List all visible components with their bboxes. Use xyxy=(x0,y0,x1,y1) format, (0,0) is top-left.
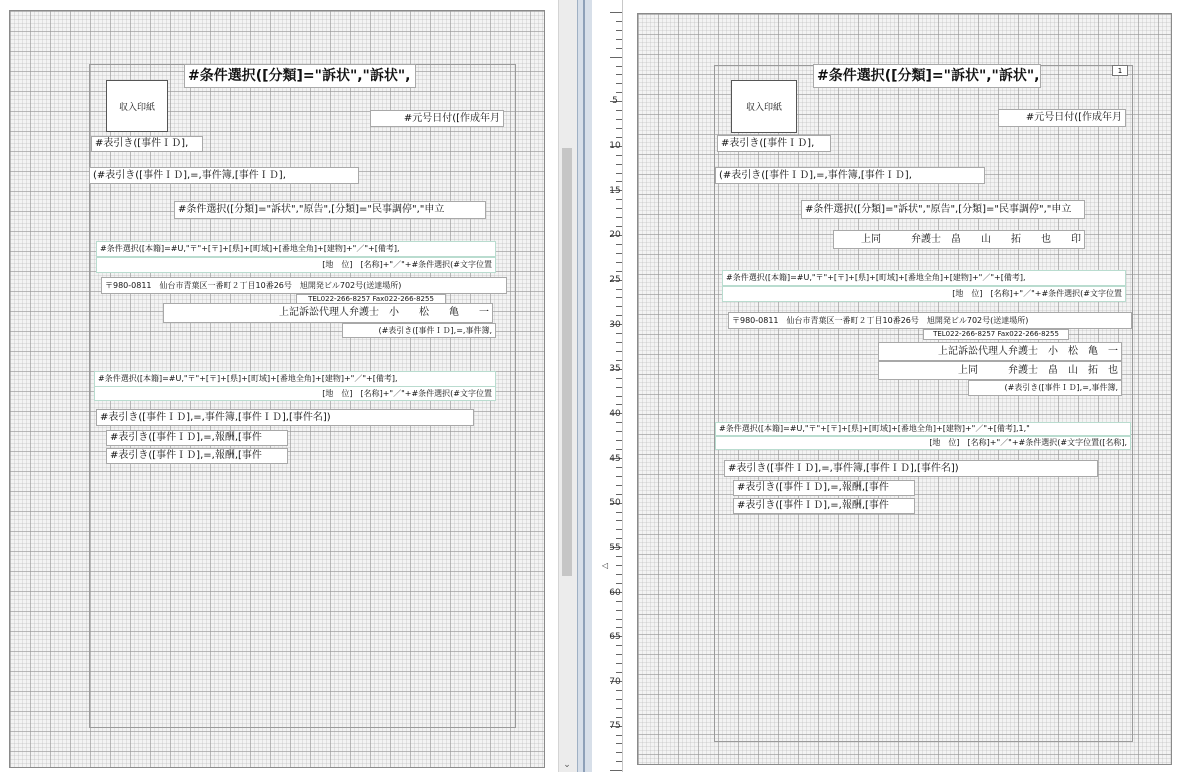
ruler-tick xyxy=(616,699,622,700)
ruler-tick xyxy=(616,342,622,343)
ruler-tick xyxy=(616,155,622,156)
ruler-tick xyxy=(616,743,622,744)
ruler-tick xyxy=(616,226,622,227)
ruler-number: 15 xyxy=(609,186,621,196)
ruler-tick xyxy=(616,378,622,379)
splitter-line xyxy=(583,0,585,772)
ruler-tick xyxy=(616,360,622,361)
left-case-name-field[interactable]: #表引き([事件ＩＤ],=,事件簿,[事件ＩＤ],[事件名]) xyxy=(96,409,474,426)
left-title-field[interactable]: #条件選択([分類]="訴状","訴状", xyxy=(184,64,416,88)
ruler-tick xyxy=(616,289,622,290)
ruler-number: 30 xyxy=(609,320,621,330)
ruler-tick xyxy=(610,770,622,771)
right-attorney-field[interactable]: 上記訴訟代理人弁護士 小 松 亀 一 xyxy=(878,342,1122,361)
vertical-ruler xyxy=(592,0,623,772)
ruler-number: 20 xyxy=(609,230,621,240)
right-fee-field-2[interactable]: #表引き([事件ＩＤ],=,報酬,[事件 xyxy=(733,498,915,514)
right-condition-field[interactable]: #条件選択([分類]="訴状","原告",[分類]="民事調停","申立 xyxy=(801,200,1085,219)
right-address-field-2a[interactable]: #条件選択([本籍]=#U,"〒"+[〒]+[県]+[町域]+[番地全角]+[建物]+"／"+[備考],1," xyxy=(715,422,1131,436)
ruler-tick xyxy=(616,601,622,602)
ruler-tick xyxy=(616,315,622,316)
ruler-tick xyxy=(616,520,622,521)
ruler-tick xyxy=(616,110,622,111)
left-fee-field-2[interactable]: #表引き([事件ＩＤ],=,報酬,[事件 xyxy=(106,448,288,464)
left-address-field-2b[interactable]: [地 位] [名称]+"／"+#条件選択(#文字位置 xyxy=(94,386,496,401)
ruler-tick xyxy=(616,137,622,138)
ruler-tick xyxy=(616,173,622,174)
ruler-tick xyxy=(616,610,622,611)
ruler-tick xyxy=(616,735,622,736)
ruler-tick xyxy=(616,717,622,718)
ruler-tick xyxy=(616,39,622,40)
left-date-field[interactable]: #元号日付([作成年月 xyxy=(370,110,504,127)
right-tel-fax-field[interactable]: TEL022-266-8257 Fax022-266-8255 xyxy=(923,329,1069,340)
ruler-tick xyxy=(616,583,622,584)
ruler-tick xyxy=(616,512,622,513)
ruler-tick xyxy=(616,467,622,468)
right-case-id-field[interactable]: #表引き([事件ＩＤ], xyxy=(717,135,831,152)
ruler-tick xyxy=(616,529,622,530)
ruler-tick xyxy=(616,645,622,646)
ruler-tick xyxy=(616,333,622,334)
left-design-pane[interactable] xyxy=(0,0,558,772)
right-address-field-1b[interactable]: [地 位] [名称]+"／"+#条件選択(#文字位置 xyxy=(722,286,1126,302)
ruler-tick xyxy=(616,351,622,352)
right-case-name-field[interactable]: #表引き([事件ＩＤ],=,事件簿,[事件ＩＤ],[事件名]) xyxy=(724,460,1098,477)
ruler-number: 65 xyxy=(609,632,621,642)
ruler-tick xyxy=(616,565,622,566)
ruler-tick xyxy=(616,30,622,31)
ruler-tick xyxy=(616,672,622,673)
ruler-tick xyxy=(610,12,622,13)
ruler-tick xyxy=(616,440,622,441)
ruler-number: 55 xyxy=(609,543,621,553)
ruler-tick xyxy=(616,217,622,218)
ruler-tick xyxy=(616,83,622,84)
ruler-number: 75 xyxy=(609,721,621,731)
right-office-address-field[interactable]: 〒980-0811 仙台市青葉区一番町２丁目10番26号 旭開発ビル702号(送達場所) xyxy=(728,312,1132,329)
ruler-tick xyxy=(616,66,622,67)
ruler-tick xyxy=(616,92,622,93)
ruler-tick xyxy=(616,21,622,22)
left-address-field-2a[interactable]: #条件選択([本籍]=#U,"〒"+[〒]+[県]+[町域]+[番地全角]+[建物]+"／"+[備考], xyxy=(94,371,496,387)
ruler-tick xyxy=(616,431,622,432)
ruler-tick xyxy=(616,538,622,539)
left-condition-field[interactable]: #条件選択([分類]="訴状","原告",[分類]="民事調停","申立 xyxy=(174,201,486,219)
right-title-field[interactable]: #条件選択([分類]="訴状","訴状", xyxy=(813,64,1041,88)
right-address-field-2b[interactable]: [地 位] [名称]+"／"+#条件選択(#文字位置([名称], xyxy=(715,436,1131,450)
ruler-position-marker-icon: ◁ xyxy=(602,561,609,570)
ruler-number: 50 xyxy=(609,498,621,508)
ruler-tick xyxy=(616,690,622,691)
left-attorney-field[interactable]: 上記訴訟代理人弁護士 小 松 亀 一 xyxy=(163,303,493,323)
right-colleague-stamp-field[interactable]: 上同 弁護士 畠 山 拓 也 印 xyxy=(833,230,1085,249)
left-scrollbar-thumb[interactable] xyxy=(562,148,572,576)
left-reference-field[interactable]: (#表引き([事件ＩＤ],=,事件簿, xyxy=(342,323,496,338)
ruler-tick xyxy=(616,396,622,397)
ruler-tick xyxy=(616,387,622,388)
right-case-book-field[interactable]: (#表引き([事件ＩＤ],=,事件簿,[事件ＩＤ], xyxy=(715,167,985,184)
right-revenue-stamp-box[interactable]: 収入印紙 xyxy=(731,80,797,133)
ruler-number: 45 xyxy=(609,454,621,464)
pane-splitter[interactable] xyxy=(577,0,593,772)
ruler-tick xyxy=(616,297,622,298)
left-address-field-1b[interactable]: [地 位] [名称]+"／"+#条件選択(#文字位置 xyxy=(96,257,496,273)
ruler-number: 60 xyxy=(609,588,621,598)
ruler-tick xyxy=(616,74,622,75)
ruler-tick xyxy=(616,574,622,575)
right-preview-pane[interactable] xyxy=(623,0,1200,772)
ruler-tick xyxy=(616,262,622,263)
ruler-tick xyxy=(616,627,622,628)
ruler-tick xyxy=(610,57,622,58)
right-attorney-field-2[interactable]: 上同 弁護士 畠 山 拓 也 xyxy=(878,361,1122,380)
ruler-tick xyxy=(616,48,622,49)
ruler-tick xyxy=(616,619,622,620)
right-date-field[interactable]: #元号日付([作成年月 xyxy=(998,109,1126,127)
ruler-tick xyxy=(616,761,622,762)
page-number-badge: 1 xyxy=(1112,65,1128,76)
ruler-number: 5 xyxy=(612,96,618,106)
left-case-id-field[interactable]: #表引き([事件ＩＤ], xyxy=(91,136,203,152)
ruler-tick xyxy=(616,556,622,557)
ruler-tick xyxy=(616,128,622,129)
ruler-tick xyxy=(616,663,622,664)
left-tel-fax-field[interactable]: TEL022-266-8257 Fax022-266-8255 xyxy=(296,294,446,304)
ruler-number: 70 xyxy=(609,677,621,687)
scroll-down-icon[interactable]: ⌄ xyxy=(563,760,571,770)
ruler-tick xyxy=(616,494,622,495)
ruler-tick xyxy=(616,306,622,307)
ruler-tick xyxy=(616,422,622,423)
ruler-tick xyxy=(616,199,622,200)
ruler-tick xyxy=(616,708,622,709)
left-revenue-stamp-box[interactable]: 収入印紙 xyxy=(106,80,168,132)
left-case-book-field[interactable]: (#表引き([事件ＩＤ],=,事件簿,[事件ＩＤ], xyxy=(89,167,359,184)
ruler-tick xyxy=(616,271,622,272)
ruler-tick xyxy=(616,404,622,405)
ruler-tick xyxy=(616,654,622,655)
ruler-number: 40 xyxy=(609,409,621,419)
ruler-tick xyxy=(616,208,622,209)
left-office-address-field[interactable]: 〒980-0811 仙台市青葉区一番町２丁目10番26号 旭開発ビル702号(送達場所) xyxy=(101,277,507,294)
ruler-number: 10 xyxy=(609,141,621,151)
left-fee-field-1[interactable]: #表引き([事件ＩＤ],=,報酬,[事件 xyxy=(106,430,288,446)
ruler-tick xyxy=(616,752,622,753)
ruler-tick xyxy=(616,485,622,486)
ruler-tick xyxy=(616,244,622,245)
right-address-field-1a[interactable]: #条件選択([本籍]=#U,"〒"+[〒]+[県]+[町域]+[番地全角]+[建物]+"／"+[備考], xyxy=(722,270,1126,286)
right-fee-field-1[interactable]: #表引き([事件ＩＤ],=,報酬,[事件 xyxy=(733,480,915,496)
ruler-number: 25 xyxy=(609,275,621,285)
ruler-tick xyxy=(616,449,622,450)
ruler-tick xyxy=(616,476,622,477)
ruler-tick xyxy=(616,119,622,120)
ruler-tick xyxy=(616,164,622,165)
left-address-field-1a[interactable]: #条件選択([本籍]=#U,"〒"+[〒]+[県]+[町域]+[番地全角]+[建物]+"／"+[備考], xyxy=(96,241,496,257)
right-reference-field[interactable]: (#表引き([事件ＩＤ],=,事件簿, xyxy=(968,380,1122,396)
ruler-number: 35 xyxy=(609,364,621,374)
ruler-tick xyxy=(616,253,622,254)
ruler-tick xyxy=(616,181,622,182)
